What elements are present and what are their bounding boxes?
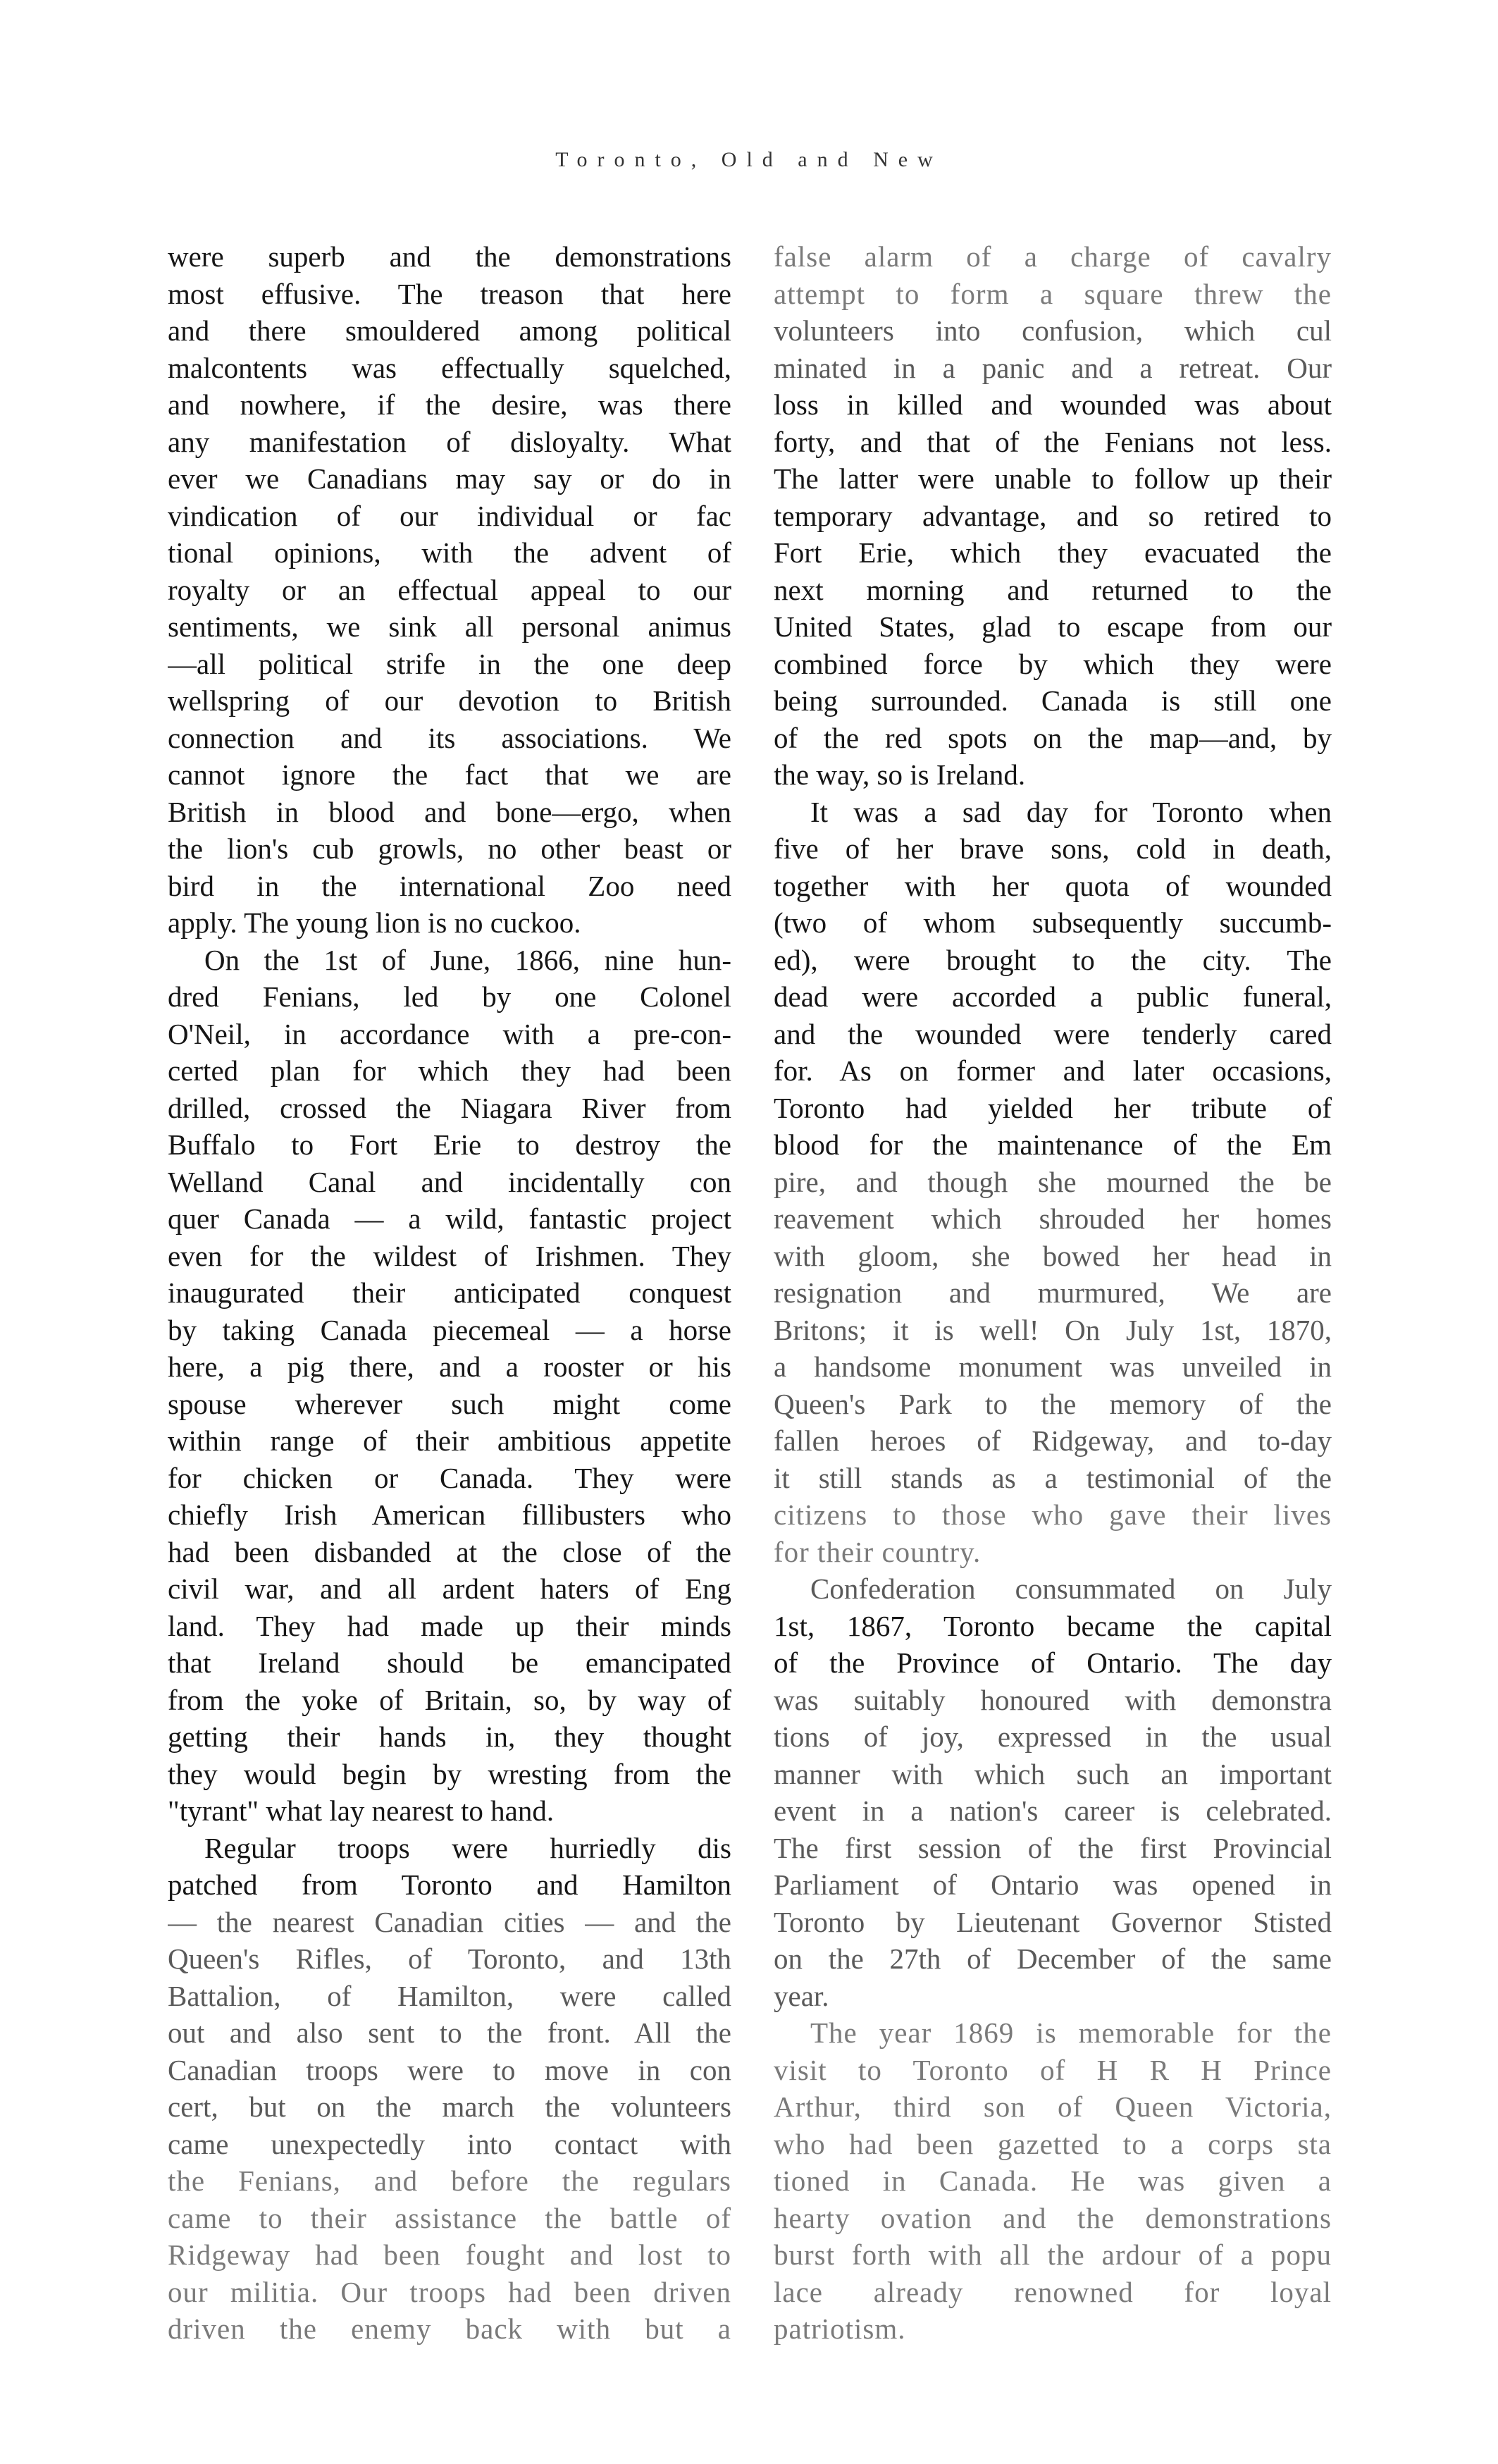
text-line: malcontents was effectually squelched, bbox=[168, 351, 731, 384]
text-line: Fort Erie, which they evacuated the bbox=[774, 536, 1332, 569]
text-line: dred Fenians, led by one Colonel bbox=[168, 980, 731, 1013]
text-line: attempt to form a square threw the bbox=[774, 277, 1332, 310]
text-line: patched from Toronto and Hamilton bbox=[168, 1868, 731, 1901]
text-line: Queen's Rifles, of Toronto, and 13th bbox=[168, 1942, 731, 1975]
text-line: sentiments, we sink all personal animus bbox=[168, 610, 731, 643]
text-line: Canadian troops were to move in con bbox=[168, 2053, 731, 2086]
text-line: of the red spots on the map—and, by bbox=[774, 721, 1332, 754]
text-line: citizens to those who gave their lives bbox=[774, 1498, 1332, 1531]
text-line: land. They had made up their minds bbox=[168, 1609, 731, 1642]
text-line: combined force by which they were bbox=[774, 647, 1332, 680]
text-line: Confederation consummated on July bbox=[810, 1572, 1332, 1605]
running-header: Toronto, Old and New bbox=[555, 148, 943, 171]
text-line: pire, and though she mourned the be bbox=[774, 1165, 1332, 1198]
text-line: were superb and the demonstrations bbox=[168, 240, 731, 273]
text-line: apply. The young lion is no cuckoo. bbox=[168, 906, 581, 939]
text-line: O'Neil, in accordance with a pre-con- bbox=[168, 1017, 731, 1050]
text-line: spouse wherever such might come bbox=[168, 1387, 731, 1420]
text-line: reavement which shrouded her homes bbox=[774, 1202, 1332, 1235]
text-line: had been disbanded at the close of the bbox=[168, 1535, 731, 1568]
text-line: here, a pig there, and a rooster or his bbox=[168, 1350, 731, 1383]
text-line: ever we Canadians may say or do in bbox=[168, 462, 731, 495]
text-line: forty, and that of the Fenians not less. bbox=[774, 425, 1332, 458]
text-line: getting their hands in, they thought bbox=[168, 1720, 731, 1753]
text-line: Toronto by Lieutenant Governor Stisted bbox=[774, 1905, 1332, 1938]
text-line: cannot ignore the fact that we are bbox=[168, 758, 731, 791]
text-line: Battalion, of Hamilton, were called bbox=[168, 1979, 731, 2012]
text-line: temporary advantage, and so retired to bbox=[774, 499, 1332, 532]
text-line: from the yoke of Britain, so, by way of bbox=[168, 1683, 731, 1716]
text-line: inaugurated their anticipated conquest bbox=[168, 1276, 731, 1309]
text-line: that Ireland should be emancipated bbox=[168, 1646, 731, 1679]
text-line: —all political strife in the one deep bbox=[168, 647, 731, 680]
text-line: lace already renowned for loyal bbox=[774, 2275, 1332, 2308]
text-line: royalty or an effectual appeal to our bbox=[168, 573, 731, 606]
text-line: connection and its associations. We bbox=[168, 721, 731, 754]
text-line: minated in a panic and a retreat. Our bbox=[774, 351, 1332, 384]
text-line: most effusive. The treason that here bbox=[168, 277, 731, 310]
text-line: out and also sent to the front. All the bbox=[168, 2016, 731, 2049]
text-line: It was a sad day for Toronto when bbox=[810, 795, 1332, 828]
text-line: year. bbox=[774, 1979, 829, 2012]
text-line: and nowhere, if the desire, was there bbox=[168, 388, 731, 421]
text-line: Ridgeway had been fought and lost to bbox=[168, 2238, 731, 2271]
text-line: by taking Canada piecemeal — a horse bbox=[168, 1313, 731, 1346]
text-line: loss in killed and wounded was about bbox=[774, 388, 1332, 421]
text-line: Britons; it is well! On July 1st, 1870, bbox=[774, 1313, 1332, 1346]
text-line: the way, so is Ireland. bbox=[774, 758, 1026, 791]
left-column bbox=[168, 238, 731, 2348]
text-line: fallen heroes of Ridgeway, and to-day bbox=[774, 1424, 1332, 1457]
text-line: cert, but on the march the volunteers bbox=[168, 2090, 731, 2123]
text-line: driven the enemy back with but a bbox=[168, 2312, 731, 2345]
text-line: within range of their ambitious appetite bbox=[168, 1424, 731, 1457]
text-line: resignation and murmured, We are bbox=[774, 1276, 1332, 1309]
text-line: 1st, 1867, Toronto became the capital bbox=[774, 1609, 1332, 1642]
text-line: certed plan for which they had been bbox=[168, 1054, 731, 1087]
text-line: Parliament of Ontario was opened in bbox=[774, 1868, 1332, 1901]
text-line: Toronto had yielded her tribute of bbox=[774, 1091, 1332, 1124]
text-line: The year 1869 is memorable for the bbox=[810, 2016, 1332, 2049]
text-line: with gloom, she bowed her head in bbox=[774, 1239, 1332, 1272]
text-line: quer Canada — a wild, fantastic project bbox=[168, 1202, 731, 1235]
text-line: who had been gazetted to a corps sta bbox=[774, 2127, 1332, 2160]
text-line: patriotism. bbox=[774, 2312, 906, 2345]
text-line: for. As on former and later occasions, bbox=[774, 1054, 1332, 1087]
text-line: of the Province of Ontario. The day bbox=[774, 1646, 1332, 1679]
text-line: manner with which such an important bbox=[774, 1757, 1332, 1790]
text-line: tions of joy, expressed in the usual bbox=[774, 1720, 1332, 1753]
text-line: next morning and returned to the bbox=[774, 573, 1332, 606]
text-line: Queen's Park to the memory of the bbox=[774, 1387, 1332, 1420]
text-line: On the 1st of June, 1866, nine hun- bbox=[204, 943, 731, 976]
text-line: "tyrant" what lay nearest to hand. bbox=[168, 1794, 555, 1827]
text-line: a handsome monument was unveiled in bbox=[774, 1350, 1332, 1383]
text-line: five of her brave sons, cold in death, bbox=[774, 832, 1332, 865]
text-line: for chicken or Canada. They were bbox=[168, 1461, 731, 1494]
text-line: came unexpectedly into contact with bbox=[168, 2127, 731, 2160]
text-line: on the 27th of December of the same bbox=[774, 1942, 1332, 1975]
text-line: and the wounded were tenderly cared bbox=[774, 1017, 1332, 1050]
text-line: and there smouldered among political bbox=[168, 314, 731, 347]
text-line: wellspring of our devotion to British bbox=[168, 684, 731, 717]
text-line: being surrounded. Canada is still one bbox=[774, 684, 1332, 717]
text-line: the Fenians, and before the regulars bbox=[168, 2164, 731, 2197]
text-line: United States, glad to escape from our bbox=[774, 610, 1332, 643]
text-line: it still stands as a testimonial of the bbox=[774, 1461, 1332, 1494]
text-line: civil war, and all ardent haters of Eng bbox=[168, 1572, 731, 1605]
text-line: bird in the international Zoo need bbox=[168, 869, 731, 902]
text-line: came to their assistance the battle of bbox=[168, 2201, 731, 2234]
text-line: (two of whom subsequently succumb- bbox=[774, 906, 1332, 939]
text-line: our militia. Our troops had been driven bbox=[168, 2275, 731, 2308]
text-line: tioned in Canada. He was given a bbox=[774, 2164, 1332, 2197]
text-line: — the nearest Canadian cities — and the bbox=[168, 1905, 731, 1938]
text-line: The latter were unable to follow up their bbox=[774, 462, 1332, 495]
text-line: British in blood and bone—ergo, when bbox=[168, 795, 731, 828]
text-line: together with her quota of wounded bbox=[774, 869, 1332, 902]
text-line: event in a nation's career is celebrated. bbox=[774, 1794, 1332, 1827]
text-line: Buffalo to Fort Erie to destroy the bbox=[168, 1128, 731, 1161]
text-line: volunteers into confusion, which cul bbox=[774, 314, 1332, 347]
text-line: for their country. bbox=[774, 1535, 982, 1568]
text-line: even for the wildest of Irishmen. They bbox=[168, 1239, 731, 1272]
text-line: hearty ovation and the demonstrations bbox=[774, 2201, 1332, 2234]
text-line: dead were accorded a public funeral, bbox=[774, 980, 1332, 1013]
text-line: Arthur, third son of Queen Victoria, bbox=[774, 2090, 1332, 2123]
text-line: vindication of our individual or fac bbox=[168, 499, 731, 532]
text-line: drilled, crossed the Niagara River from bbox=[168, 1091, 731, 1124]
text-line: tional opinions, with the advent of bbox=[168, 536, 731, 569]
text-line: chiefly Irish American fillibusters who bbox=[168, 1498, 731, 1531]
text-line: they would begin by wresting from the bbox=[168, 1757, 731, 1790]
text-line: Welland Canal and incidentally con bbox=[168, 1165, 731, 1198]
text-line: ed), were brought to the city. The bbox=[774, 943, 1332, 976]
right-column bbox=[774, 238, 1332, 2348]
text-line: burst forth with all the ardour of a popu bbox=[774, 2238, 1332, 2271]
text-line: blood for the maintenance of the Em bbox=[774, 1128, 1332, 1161]
text-line: The first session of the first Provincial bbox=[774, 1831, 1332, 1864]
text-line: false alarm of a charge of cavalry bbox=[774, 240, 1332, 273]
text-line: visit to Toronto of H R H Prince bbox=[774, 2053, 1332, 2086]
text-line: Regular troops were hurriedly dis bbox=[204, 1831, 731, 1864]
text-line: the lion's cub growls, no other beast or bbox=[168, 832, 731, 865]
text-line: was suitably honoured with demonstra bbox=[774, 1683, 1332, 1716]
text-line: any manifestation of disloyalty. What bbox=[168, 425, 731, 458]
